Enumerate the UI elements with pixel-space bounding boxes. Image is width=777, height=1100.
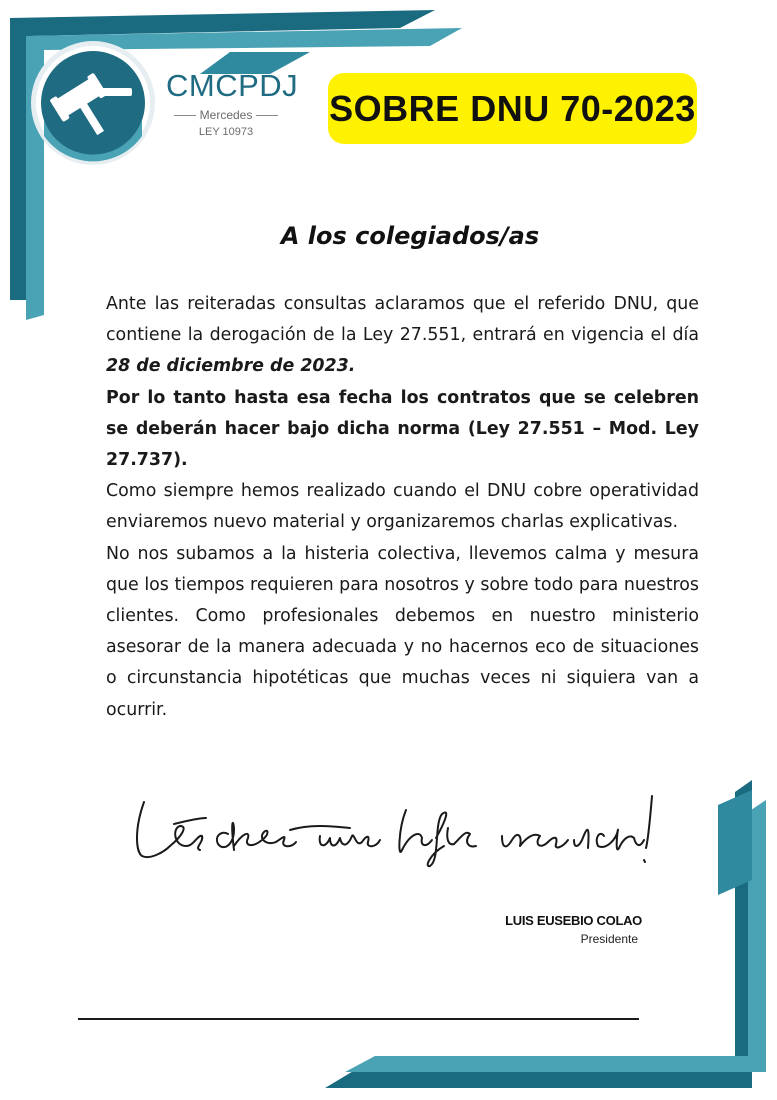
org-city-label: Mercedes (199, 108, 253, 122)
paragraph-1-text: Ante las reiteradas consultas aclaramos que el referido DNU, que contiene la derogación de la Ley 27.551, entrará en vigencia el día (106, 294, 699, 346)
org-law: LEY 10973 (198, 126, 254, 138)
frame-right-accent (718, 790, 752, 895)
paragraph-1 (106, 289, 699, 383)
body-text (106, 289, 699, 726)
divider (174, 115, 196, 116)
title-badge: SOBRE DNU 70-2023 (328, 73, 697, 144)
closing-script (130, 790, 660, 870)
heading: A los colegiados/as (280, 222, 540, 250)
paragraph-4: No nos subamos a la histeria colectiva, llevemos calma y mesura que los tiempos requieren para nosotros y sobre todo para nuestros clientes. Como profesionales debemos en nuestro ministerio asesorar de la manera adecuada y no hacernos eco de situaciones o circunstancia hipotéticas que muchas veces ni siquiera van a ocurrir. (106, 543, 699, 720)
paragraph-2 (106, 383, 699, 477)
paragraph-2-text: Por lo tanto hasta esa fecha los contratos que se celebren se deberán hacer bajo dicha norma (Ley 27.551 – Mod. Ley 27.737). (106, 387, 699, 471)
org-name: CMCPDJ (166, 68, 299, 103)
signature-name: LUIS EUSEBIO COLAO (505, 913, 642, 928)
gavel-icon (30, 40, 156, 166)
org-city (168, 108, 284, 122)
effective-date: 28 de diciembre de 2023. (106, 356, 356, 377)
paragraph-3: Como siempre hemos realizado cuando el DNU cobre operatividad enviaremos nuevo material y organizaremos charlas explicativas. (106, 481, 699, 533)
divider (256, 115, 278, 116)
signature-role: Presidente (580, 932, 638, 946)
footer-rule (78, 1018, 639, 1020)
